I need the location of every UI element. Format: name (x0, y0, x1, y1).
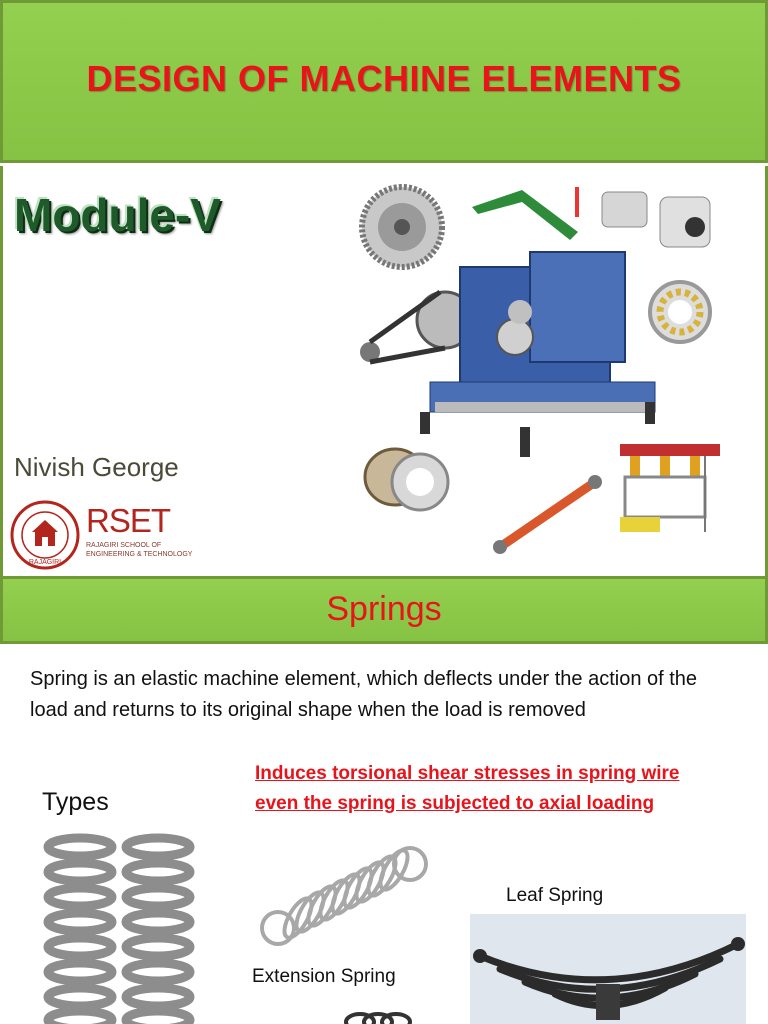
spring-definition: Spring is an elastic machine element, which deflects under the action of the load and returns to its original shape when the load is removed (30, 668, 698, 721)
rset-subtitle-line1: RAJAGIRI SCHOOL OF (86, 542, 162, 549)
bearing-icon (650, 282, 710, 342)
hoist-icon (620, 444, 720, 532)
rset-logo-name: RSET (86, 502, 171, 539)
types-label: Types (42, 788, 109, 816)
springs-title: Springs (326, 590, 442, 628)
module-title: Module-V (14, 189, 221, 241)
rset-logo-subtitle (86, 541, 206, 559)
rset-seal-logo (10, 500, 80, 570)
roller-bearing-icon (365, 449, 448, 510)
leaf-spring-label: Leaf Spring (506, 885, 604, 906)
extension-spring-icon (250, 840, 440, 960)
partial-spring-icon (330, 998, 450, 1024)
machine-frame-icon (420, 252, 655, 457)
gear-icon (362, 187, 442, 267)
drive-shaft-icon (493, 475, 602, 554)
seal-text: RAJAGIRI (28, 559, 62, 566)
course-title: DESIGN OF MACHINE ELEMENTS (86, 58, 682, 99)
leaf-spring-icon (470, 914, 746, 1024)
note-line2: even the spring is subjected to axial loading (255, 793, 655, 814)
torsional-stress-note (255, 759, 768, 819)
extension-spring-label: Extension Spring (252, 966, 396, 987)
compression-spring-icon (40, 832, 200, 1024)
rset-subtitle-line2: ENGINEERING & TECHNOLOGY (86, 551, 193, 558)
author-name: Nivish George (14, 452, 179, 482)
machine-elements-illustration (340, 172, 730, 572)
gearbox-icon (602, 192, 710, 247)
note-line1: Induces torsional shear stresses in spring wire (255, 763, 680, 784)
belt-drive-icon (360, 292, 473, 362)
beam-icon (472, 187, 579, 240)
